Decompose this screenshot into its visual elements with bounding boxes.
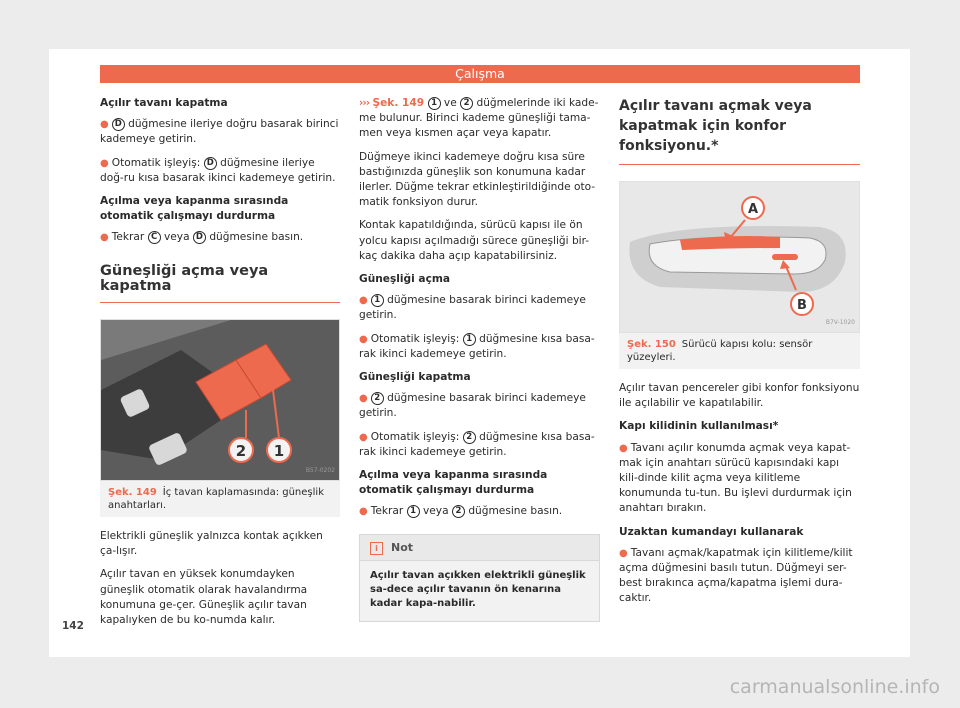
info-icon: i <box>370 542 383 555</box>
key-2: 2 <box>452 505 465 518</box>
column-1 <box>100 96 340 636</box>
figure-caption: Şek. 149 İç tavan kaplamasında: güneşlik anahtarları. <box>100 481 340 517</box>
key-d: D <box>193 231 206 244</box>
bullet-dot-icon: ● <box>619 547 628 559</box>
paragraph: Açılır tavan pencereler gibi konfor fonksiyonu ile açılabilir ve kapatılabilir. <box>619 382 860 410</box>
paragraph: Düğmeye ikinci kademeye doğru kısa süre bastığınızda güneşlik son konumuna kadar ilerler. Düğme tekrar etkinleştirildiğinde oto-matik fonksiyon durur. <box>359 150 596 209</box>
fig-callout-1: 1 <box>273 442 285 461</box>
heading-close: Güneşliği kapatma <box>359 371 471 384</box>
figure-code: B7V-1020 <box>825 318 855 326</box>
chapter-header: Çalışma <box>100 65 860 83</box>
bullet-dot-icon: ● <box>100 119 109 131</box>
bullet: ● Tekrar 1 veya 2 düğmesine basın. <box>359 505 563 518</box>
paragraph: Elektrikli güneşlik yalnızca kontak açıkken ça-lışır. <box>100 530 323 558</box>
key-1: 1 <box>407 505 420 518</box>
key-d: D <box>204 157 217 170</box>
watermark: carmanualsonline.info <box>729 676 940 698</box>
continuation-marker: ››› <box>359 97 370 109</box>
bullet: ● Otomatik işleyiş: D düğmesine ileriye doğ-ru kısa basarak ikinci kademeye getirin. <box>100 156 336 184</box>
column-2 <box>359 96 600 622</box>
figure-caption: Şek. 150 Sürücü kapısı kolu: sensör yüzeyleri. <box>619 333 860 369</box>
bullet: ● Tavanı açmak/kapatmak için kilitleme/kilit açma düğmesini basılı tutun. Düğmeyi ser-best bırakınca açma/kapatma işlemi dura-caktır. <box>619 546 853 605</box>
figure-reference: Şek. 149 <box>372 97 425 109</box>
bullet: ● 2 düğmesine basarak birinci kademeye getirin. <box>359 392 586 420</box>
key-2: 2 <box>463 431 476 444</box>
figure-label: Şek. 150 <box>627 339 676 350</box>
key-1: 1 <box>463 333 476 346</box>
heading-stop: Açılma veya kapanma sırasında otomatik çalışmayı durdurma <box>359 469 548 497</box>
paragraph: Açılır tavan en yüksek konumdayken güneşlik otomatik olarak havalandırma konumuna ge-çer. Güneşlik açılır tavan kapalıyken de bu ko-numda kalır. <box>100 568 308 627</box>
column-3 <box>619 96 860 615</box>
section-title-comfort: Açılır tavanı açmak veya kapatmak için konfor fonksiyonu.* <box>619 96 860 165</box>
figure-149 <box>100 319 340 481</box>
bullet: ● D düğmesine ileriye doğru basarak birinci kademeye getirin. <box>100 118 339 146</box>
bullet-dot-icon: ● <box>359 295 368 307</box>
bullet-dot-icon: ● <box>100 157 109 169</box>
paragraph: Kontak kapatıldığında, sürücü kapısı ile ön yolcu kapısı açılmadığı sürece güneşliği bir-kaç dakika daha açıp kapatabilirsiniz. <box>359 219 590 262</box>
bullet-dot-icon: ● <box>100 232 109 244</box>
section-title-sunshade: Güneşliği açma veya kapatma <box>100 264 340 303</box>
key-2: 2 <box>460 97 473 110</box>
bullet-dot-icon: ● <box>359 506 368 518</box>
note-box <box>359 534 600 622</box>
bullet-dot-icon: ● <box>359 393 368 405</box>
fig-callout-a: A <box>747 202 759 217</box>
heading-stop: Açılma veya kapanma sırasında otomatik çalışmayı durdurma <box>100 195 289 223</box>
sunshade-switch-illustration <box>101 320 340 480</box>
bullet-dot-icon: ● <box>359 431 368 443</box>
figure-150 <box>619 181 860 333</box>
key-d: D <box>112 118 125 131</box>
heading-open: Güneşliği açma <box>359 273 451 286</box>
paragraph: ››› Şek. 149 1 ve 2 düğmelerinde iki kade-me bulunur. Birinci kademe güneşliği tama-men veya kısmen açar veya kapatır. <box>359 97 599 140</box>
key-c: C <box>148 231 161 244</box>
fig-callout-2: 2 <box>235 442 247 461</box>
bullet: ● Tekrar C veya D düğmesine basın. <box>100 231 304 244</box>
bullet: ● Otomatik işleyiş: 1 düğmesine kısa basa-rak ikinci kademeye getirin. <box>359 332 595 360</box>
heading-door-lock: Kapı kilidinin kullanılması* <box>619 420 779 433</box>
figure-label: Şek. 149 <box>108 487 157 499</box>
fig-callout-b: B <box>797 298 807 313</box>
key-1: 1 <box>371 294 384 307</box>
key-1: 1 <box>428 97 441 110</box>
note-text: Açılır tavan açıkken elektrikli güneşlik sa-dece açılır tavanın ön kenarına kadar kapa-nabilir. <box>370 569 586 609</box>
bullet-dot-icon: ● <box>619 442 628 454</box>
key-2: 2 <box>371 392 384 405</box>
heading-closing: Açılır tavanı kapatma <box>100 97 228 109</box>
heading-remote: Uzaktan kumandayı kullanarak <box>619 525 804 538</box>
figure-code: B57-0202 <box>305 466 335 474</box>
bullet: ● Tavanı açılır konumda açmak veya kapat-mak için anahtarı sürücü kapısındaki kapı kili-dinde kilit açma veya kilitleme konumunda tu-tun. Bu işlevi durdurmak için anahtarı bırakın. <box>619 441 852 515</box>
door-handle-illustration <box>620 182 859 332</box>
bullet-dot-icon: ● <box>359 333 368 345</box>
note-header: i Not <box>360 535 599 561</box>
bullet: ● 1 düğmesine basarak birinci kademeye getirin. <box>359 294 586 322</box>
page-number: 142 <box>62 620 84 632</box>
bullet: ● Otomatik işleyiş: 2 düğmesine kısa basa-rak ikinci kademeye getirin. <box>359 430 595 458</box>
